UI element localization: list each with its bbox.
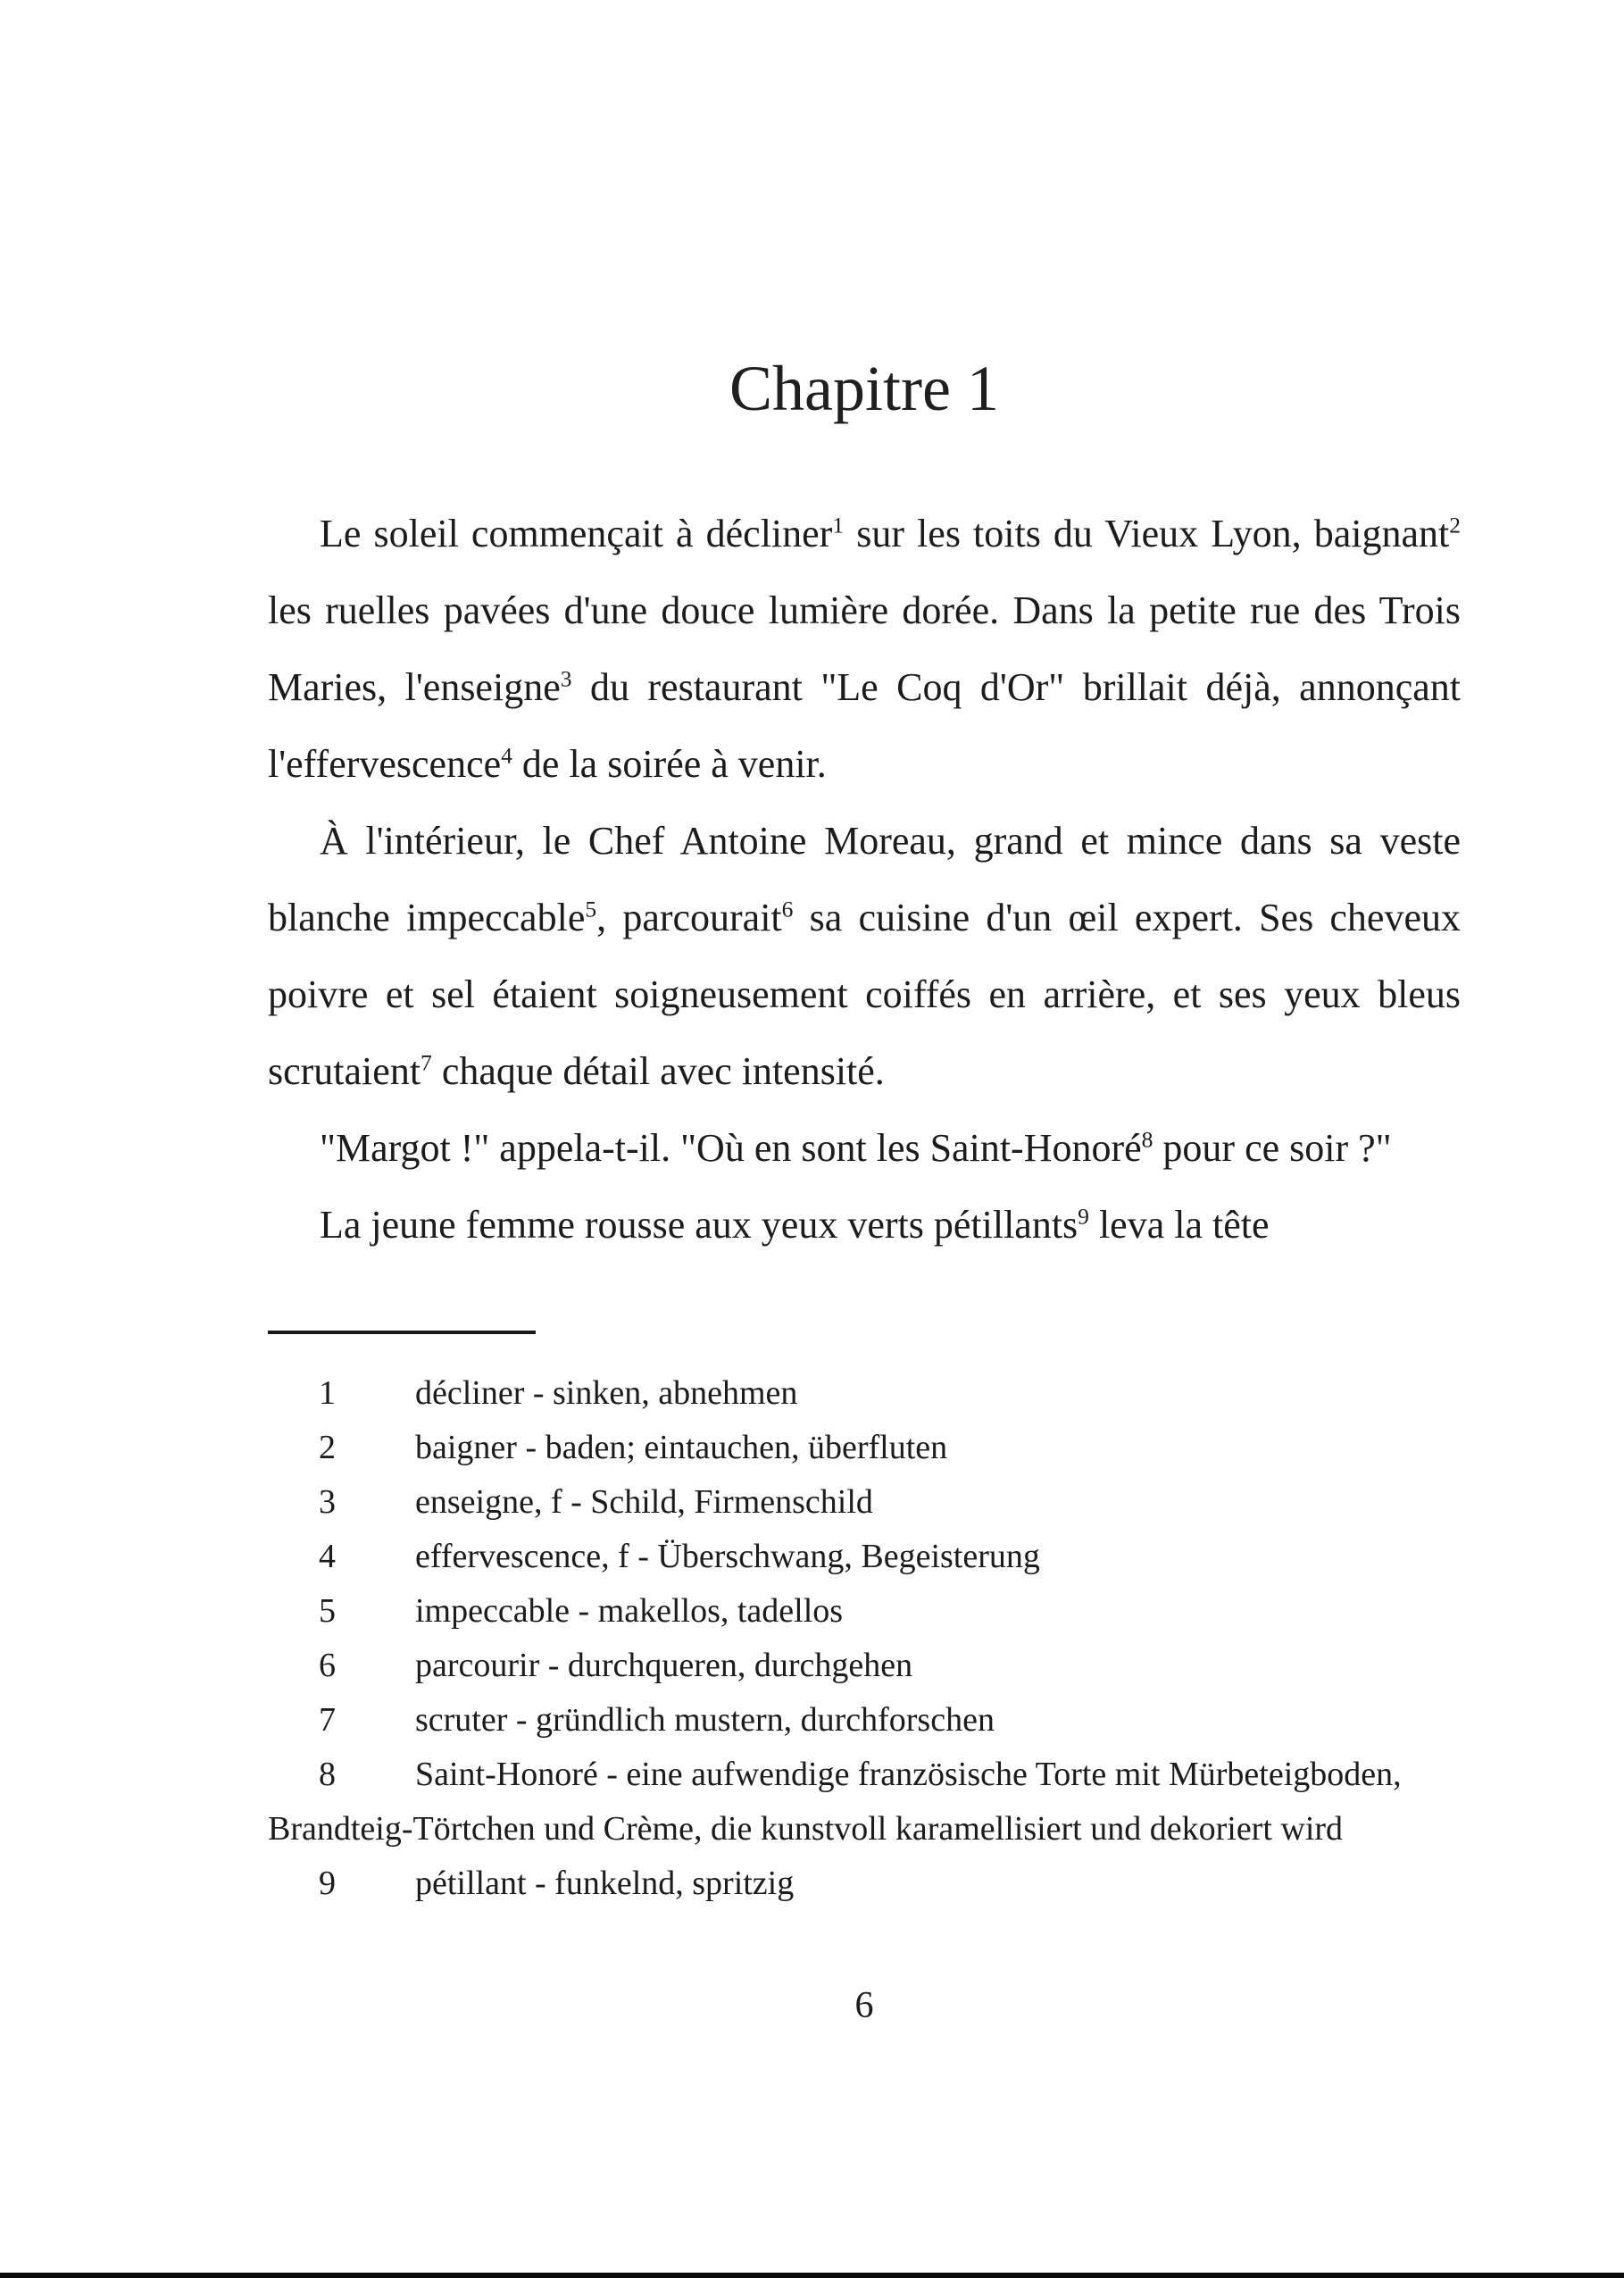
footnote-text: impeccable - makellos, tadellos xyxy=(415,1592,844,1630)
footnote-ref: 4 xyxy=(501,742,512,769)
chapter-title: Chapitre 1 xyxy=(729,353,999,424)
footnote-item xyxy=(268,1366,1461,1421)
footnote-ref: 2 xyxy=(1449,512,1462,538)
footnote-item xyxy=(268,1693,1461,1748)
footnote-text: scruter - gründlich mustern, durchforschen xyxy=(415,1701,995,1739)
footnote-item xyxy=(268,1639,1461,1693)
footnote-item xyxy=(268,1530,1461,1584)
footnote-item xyxy=(268,1857,1461,1911)
footnote-number: 5 xyxy=(319,1592,336,1630)
footnote-text: enseigne, f - Schild, Firmenschild xyxy=(415,1483,873,1521)
footnote-number: 4 xyxy=(319,1538,336,1575)
footnote-text: parcourir - durchqueren, durchgehen xyxy=(415,1647,913,1684)
text-run: de la soirée à venir. xyxy=(512,742,827,786)
footnote-number: 7 xyxy=(319,1701,336,1739)
footnote-ref: 6 xyxy=(781,896,794,922)
footnote-ref: 8 xyxy=(1141,1126,1153,1153)
footnote-ref: 9 xyxy=(1078,1203,1089,1230)
text-run: chaque détail avec intensité. xyxy=(431,1049,885,1093)
text-run: Le soleil commençait à décliner xyxy=(320,512,833,555)
paragraph xyxy=(268,496,1461,803)
footnote-number: 6 xyxy=(319,1647,336,1684)
text-run: La jeune femme rousse aux yeux verts pétillants xyxy=(320,1203,1079,1247)
footnote-text: baigner - baden; eintauchen, überfluten xyxy=(415,1429,948,1466)
page-bottom-edge xyxy=(0,2273,1624,2278)
footnote-number: 9 xyxy=(319,1865,336,1902)
footnote-number: 2 xyxy=(319,1429,336,1466)
footnote-text: pétillant - funkelnd, spritzig xyxy=(415,1865,795,1902)
footnote-ref: 5 xyxy=(585,896,597,922)
text-run: À l'intérieur, le Chef Antoine Moreau, grand et mince dans sa veste blanche impeccable xyxy=(268,819,1461,939)
footnote-item xyxy=(268,1475,1461,1530)
text-run: sur les toits du Vieux Lyon, baignant xyxy=(844,512,1450,555)
page-number: 6 xyxy=(854,1985,874,2026)
footnote-item xyxy=(268,1421,1461,1475)
paragraph xyxy=(268,1110,1461,1187)
text-run: , parcourait xyxy=(596,896,782,939)
footnote-number: 1 xyxy=(319,1374,336,1412)
text-run: sa cuisine d'un œil expert. Ses cheveux poivre et sel étaient soigneusement coiffés en arrière, et ses yeux bleus scrutaient xyxy=(268,896,1461,1093)
footnote-number: 3 xyxy=(319,1483,336,1521)
footnote-item xyxy=(268,1748,1461,1857)
text-run: du restaurant "Le Coq d'Or" brillait déjà, annonçant l'effervescence xyxy=(268,665,1461,786)
footnote-ref: 7 xyxy=(421,1049,432,1076)
footnote-text: Saint-Honoré - eine aufwendige französische Torte mit Mürbeteigboden, Brandteig-Törtchen und Crème, die kunstvoll karamellisiert und dekoriert wird xyxy=(268,1756,1402,1848)
footnote-item xyxy=(268,1584,1461,1639)
text-run: leva la tête xyxy=(1088,1203,1270,1247)
text-run: pour ce soir ?" xyxy=(1153,1126,1392,1170)
text-run: "Margot !" appela-t-il. "Où en sont les Saint-Honoré xyxy=(320,1126,1142,1170)
paragraph xyxy=(268,1187,1461,1264)
footnote-ref: 3 xyxy=(560,665,572,692)
footnote-ref: 1 xyxy=(832,512,845,538)
paragraph xyxy=(268,803,1461,1110)
body-text xyxy=(268,496,1461,1264)
footnote-separator xyxy=(268,1331,536,1334)
footnote-text: effervescence, f - Überschwang, Begeisterung xyxy=(415,1538,1040,1575)
footnotes-section xyxy=(268,1366,1461,1911)
text-run: les ruelles pavées d'une douce lumière dorée. Dans la petite rue des Trois Maries, l'enseigne xyxy=(268,588,1461,709)
footnote-text: décliner - sinken, abnehmen xyxy=(415,1374,798,1412)
footnote-number: 8 xyxy=(319,1756,336,1793)
